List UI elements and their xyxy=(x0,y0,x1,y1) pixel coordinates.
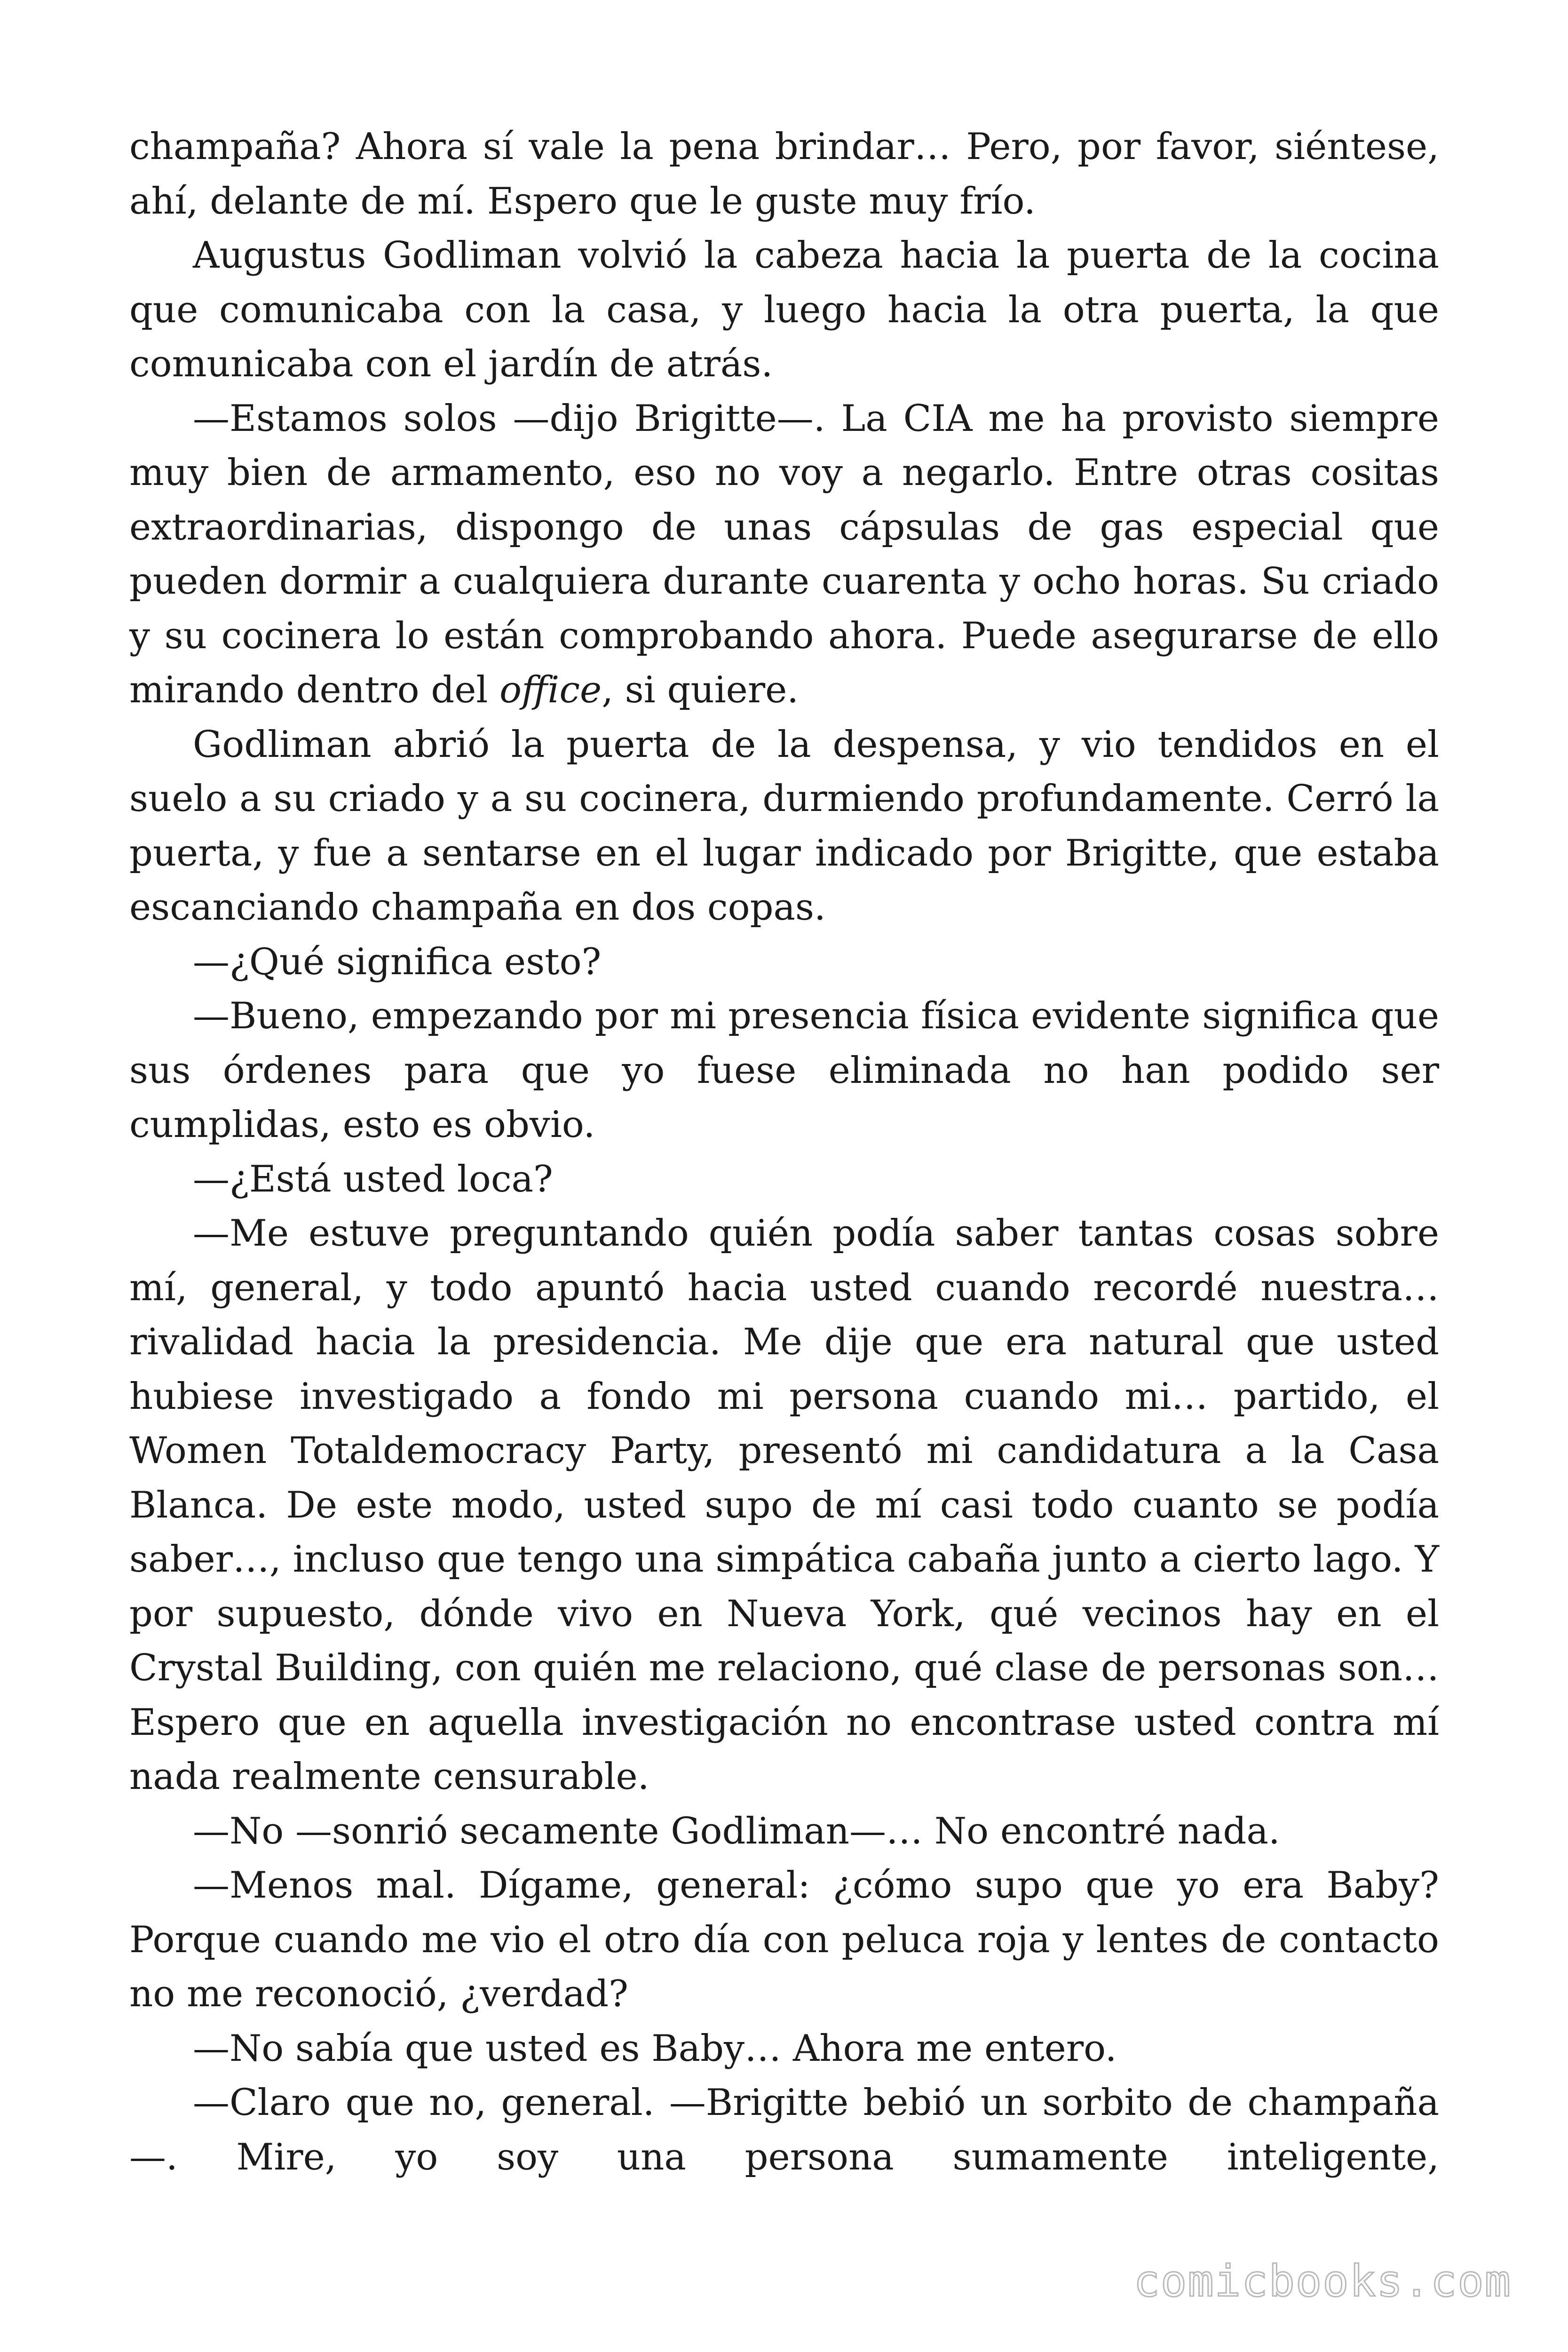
dialogue-me-estuve-preguntando: —Me estuve preguntando quién podía saber tantas cosas sobre mí, general, y todo apuntó hacia usted cuando recordé nuestra… rivalidad hacia la presidencia. Me dije que era natural que usted hubiese investigado a fondo mi persona cuando mi… partido, el Women Totaldemocracy Party, presentó mi candidatura a la Casa Blanca. De este modo, usted supo de mí casi todo cuanto se podía saber…, incluso que tengo una simpática cabaña junto a cierto lago. Y por supuesto, dónde vivo en Nueva York, qué vecinos hay en el Crystal Building, con quién me relaciono, qué clase de personas son… Espero que en aquella investigación no encontrase usted contra mí nada realmente censurable. xyxy=(129,1212,1439,1798)
page-body-text xyxy=(129,120,1439,2185)
watermark-logo: comicbooks.com xyxy=(1133,2256,1512,2306)
paragraph-text-after-emphasis: , si quiere. xyxy=(602,669,799,711)
italic-office: office xyxy=(499,669,602,711)
dialogue-bueno-empezando: —Bueno, empezando por mi presencia física evidente significa que sus órdenes para que yo fuese eliminada no han podido ser cumplidas, esto es obvio. xyxy=(129,995,1439,1146)
paragraph-estamos-solos xyxy=(129,392,1439,718)
dialogue-menos-mal: —Menos mal. Dígame, general: ¿cómo supo que yo era Baby? Porque cuando me vio el otro día con peluca roja y lentes de contacto no me reconoció, ¿verdad? xyxy=(129,1864,1439,2015)
dialogue-claro-que-no: —Claro que no, general. —Brigitte bebió un sorbito de champaña—. Mire, yo soy una persona sumamente inteligente, xyxy=(129,2082,1439,2178)
paragraph-godliman-turns: Augustus Godliman volvió la cabeza hacia la puerta de la cocina que comunicaba con la casa, y luego hacia la otra puerta, la que comunicaba con el jardín de atrás. xyxy=(129,234,1439,385)
paragraph-despensa: Godliman abrió la puerta de la despensa, y vio tendidos en el suelo a su criado y a su cocinera, durmiendo profundamente. Cerró la puerta, y fue a sentarse en el lugar indicado por Brigitte, que estaba escanciando champaña en dos copas. xyxy=(129,723,1439,929)
paragraph-continuation: champaña? Ahora sí vale la pena brindar… Pero, por favor, siéntese, ahí, delante de mí. Espero que le guste muy frío. xyxy=(129,126,1439,222)
dialogue-que-significa: —¿Qué significa esto? xyxy=(193,940,602,983)
dialogue-no-sabia: —No sabía que usted es Baby… Ahora me entero. xyxy=(193,2027,1117,2070)
dialogue-esta-usted-loca: —¿Está usted loca? xyxy=(193,1158,553,1200)
dialogue-no-sonrio: —No —sonrió secamente Godliman—… No encontré nada. xyxy=(193,1810,1280,1852)
paragraph-text-before-emphasis: —Estamos solos —dijo Brigitte—. La CIA me ha provisto siempre muy bien de armamento, eso no voy a negarlo. Entre otras cositas extraordinarias, dispongo de unas cápsulas de gas especial que pueden dormir a cualquiera durante cuarenta y ocho horas. Su criado y su cocinera lo están comprobando ahora. Puede asegurarse de ello mirando dentro del xyxy=(129,397,1439,711)
